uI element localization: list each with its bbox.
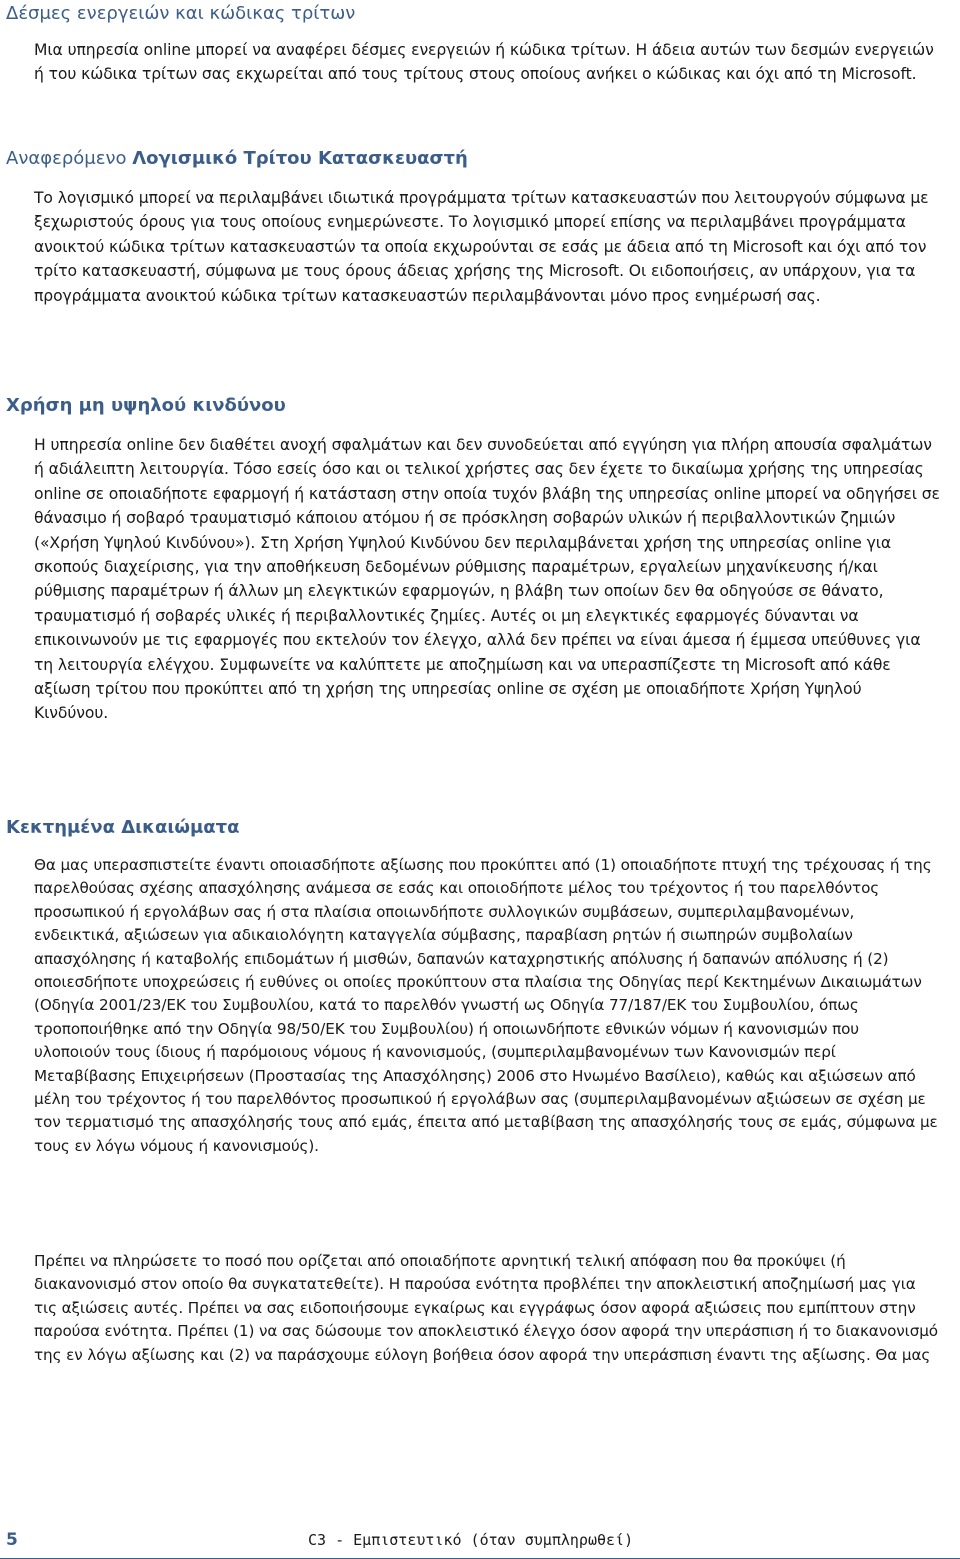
third-party-paragraph: Το λογισμικό μπορεί να περιλαμβάνει ιδιωτικά προγράμματα τρίτων κατασκευαστών που λειτουργούν σύμφωνα με ξεχωριστούς όρους για τους οποίους ενημερώνεστε. Το λογισμικό μπορεί επίσης να περιλαμβάνει προγράμματα ανοικτού κώδικα τρίτων κατασκευαστών τα οποία εκχωρούνται σε εσάς με άδεια από τη Microsoft και όχι από τον τρίτο κατασκευαστή, σύμφωνα με τους όρους άδειας χρήσης της Microsoft. Οι ειδοποιήσεις, αν υπάρχουν, για τα προγράμματα ανοικτού κώδικα τρίτων κατασκευαστών περιλαμβάνονται μόνο προς ενημέρωσή σας.: [34, 189, 929, 305]
classification-label: C3 - Εμπιστευτικό (όταν συμπληρωθεί): [308, 1531, 634, 1549]
section-heading-third-party-software: [6, 145, 468, 173]
section-heading-non-high-risk: Χρήση μη υψηλού κινδύνου: [6, 395, 286, 416]
section-heading-prefix: Αναφερόμενο: [6, 148, 133, 169]
intro-paragraph: Μια υπηρεσία online μπορεί να αναφέρει δέσμες ενεργειών ή κώδικα τρίτων. Η άδεια αυτών των δεσμών ενεργειών ή του κώδικα τρίτων σας εκχωρείται από τους τρίτους στους οποίους ανήκει ο κώδικας και όχι από τη Microsoft.: [34, 41, 934, 84]
section-heading-acquired-rights: Κεκτημένα Δικαιώματα: [6, 817, 240, 838]
non-high-risk-paragraph: Η υπηρεσία online δεν διαθέτει ανοχή σφαλμάτων και δεν συνοδεύεται από εγγύηση για πλήρη απουσία σφαλμάτων ή αδιάλειπτη λειτουργία. Τόσο εσείς όσο και οι τελικοί χρήστες σας δεν έχετε το δικαίωμα χρήσης της υπηρεσίας online σε οποιαδήποτε εφαρμογή ή κατάσταση στην οποία τυχόν βλάβη της υπηρεσίας online μπορεί να οδηγήσει σε θάνασιμο ή σοβαρό τραυματισμό κάποιου ατόμου ή σε πρόσκληση σοβαρών υλικών ή περιβαλλοντικών ζημιών («Χρήση Υψηλού Κινδύνου»). Στη Χρήση Υψηλού Κινδύνου δεν περιλαμβάνεται χρήση της υπηρεσίας online για σκοπούς διαχείρισης, για την αποθήκευση δεδομένων ρύθμισης παραμέτρων, εργαλείων μηχανίκευσης ή/και ρύθμισης παραμέτρων ή άλλων μη ελεγκτικών εφαρμογών, η βλάβη των οποίων δεν θα οδηγούσε σε θάνατο, τραυματισμό ή σοβαρές υλικές ή περιβαλλοντικές ζημίες. Αυτές οι μη ελεγκτικές εφαρμογές δύνανται να επικοινωνούν με τις εφαρμογές που εκτελούν τον έλεγχο, αλλά δεν πρέπει να είναι άμεσα ή έμμεσα υπεύθυνες για τη λειτουργία ελέγχου. Συμφωνείτε να καλύπτετε με αποζημίωση και να υπερασπίζεστε τη Microsoft από κάθε αξίωση τρίτου που προκύπτει από τη χρήση της υπηρεσίας online σε σχέση με οποιαδήποτε Χρήση Υψηλού Κινδύνου.: [34, 436, 940, 723]
section-heading-scripts: Δέσμες ενεργειών και κώδικας τρίτων: [6, 3, 356, 24]
acquired-rights-paragraph-1: Θα μας υπερασπιστείτε έναντι οποιασδήποτε αξίωσης που προκύπτει από (1) οποιαδήποτε πτυχή της τρέχουσας ή της παρελθούσας σχέσης απασχόλησης ανάμεσα σε εσάς και οποιοδήποτε μέλος του τρέχοντος ή του παρελθόντος προσωπικού ή εργολάβων σας ή στα πλαίσια οποιωνδήποτε συλλογικών συμβάσεων, συμπεριλαμβανομένων, ενδεικτικά, αξιώσεων για αδικαιολόγητη καταγγελία σύμβασης, παραβίαση ρητών ή σιωπηρών συμβολαίων απασχόλησης ή καταβολής επιδομάτων ή μισθών, δαπανών καταχρηστικής απόλυσης ή δαπανών απόλυσης ή (2) οποιεσδήποτε υποχρεώσεις ή ευθύνες οι οποίες προκύπτουν στα πλαίσια της Οδηγίας περί Κεκτημένων Δικαιωμάτων (Οδηγία 2001/23/ΕΚ του Συμβουλίου, κατά το παρελθόν γνωστή ως Οδηγία 77/187/ΕΚ του Συμβουλίου, όπως τροποποιήθηκε από την Οδηγία 98/50/ΕΚ του Συμβουλίου) ή οποιωνδήποτε εθνικών νόμων ή κανονισμών που υλοποιούν τους ίδιους ή παρόμοιους νόμους ή κανονισμούς, (συμπεριλαμβανομένων των Κανονισμών περί Μεταβίβασης Επιχειρήσεων (Προστασίας της Απασχόλησης) 2006 στο Ηνωμένο Βασίλειο), καθώς και αξιώσεων από μέλη του τρέχοντος ή του παρελθόντος προσωπικού ή εργολάβων σας (συμπεριλαμβανομένων αξιώσεων σε σχέση με τον τερματισμό της απασχόλησής τους από εμάς, έπειτα από μεταβίβαση της απασχόλησής τους σε εμάς, σύμφωνα με τους εν λόγω νόμους ή κανονισμούς).: [34, 856, 938, 1155]
section-heading-bold: Λογισμικό Τρίτου Κατασκευαστή: [132, 148, 468, 169]
page-number: 5: [6, 1530, 18, 1550]
acquired-rights-paragraph-2: Πρέπει να πληρώσετε το ποσό που ορίζεται από οποιαδήποτε αρνητική τελική απόφαση που θα προκύψει (ή διακανονισμό στον οποίο θα συγκατατεθείτε). Η παρούσα ενότητα προβλέπει την αποκλειστική αποζημίωσή μας για τις αξιώσεις αυτές. Πρέπει να σας ειδοποιήσουμε εγκαίρως και εγγράφως όσον αφορά αξιώσεις που εμπίπτουν στην παρούσα ενότητα. Πρέπει (1) να σας δώσουμε τον αποκλειστικό έλεγχο όσον αφορά την υπεράσπιση ή το διακανονισμό της εν λόγω αξίωσης και (2) να παράσχουμε εύλογη βοήθεια όσον αφορά την υπεράσπιση έναντι της αξίωσης. Θα μας: [34, 1252, 938, 1364]
